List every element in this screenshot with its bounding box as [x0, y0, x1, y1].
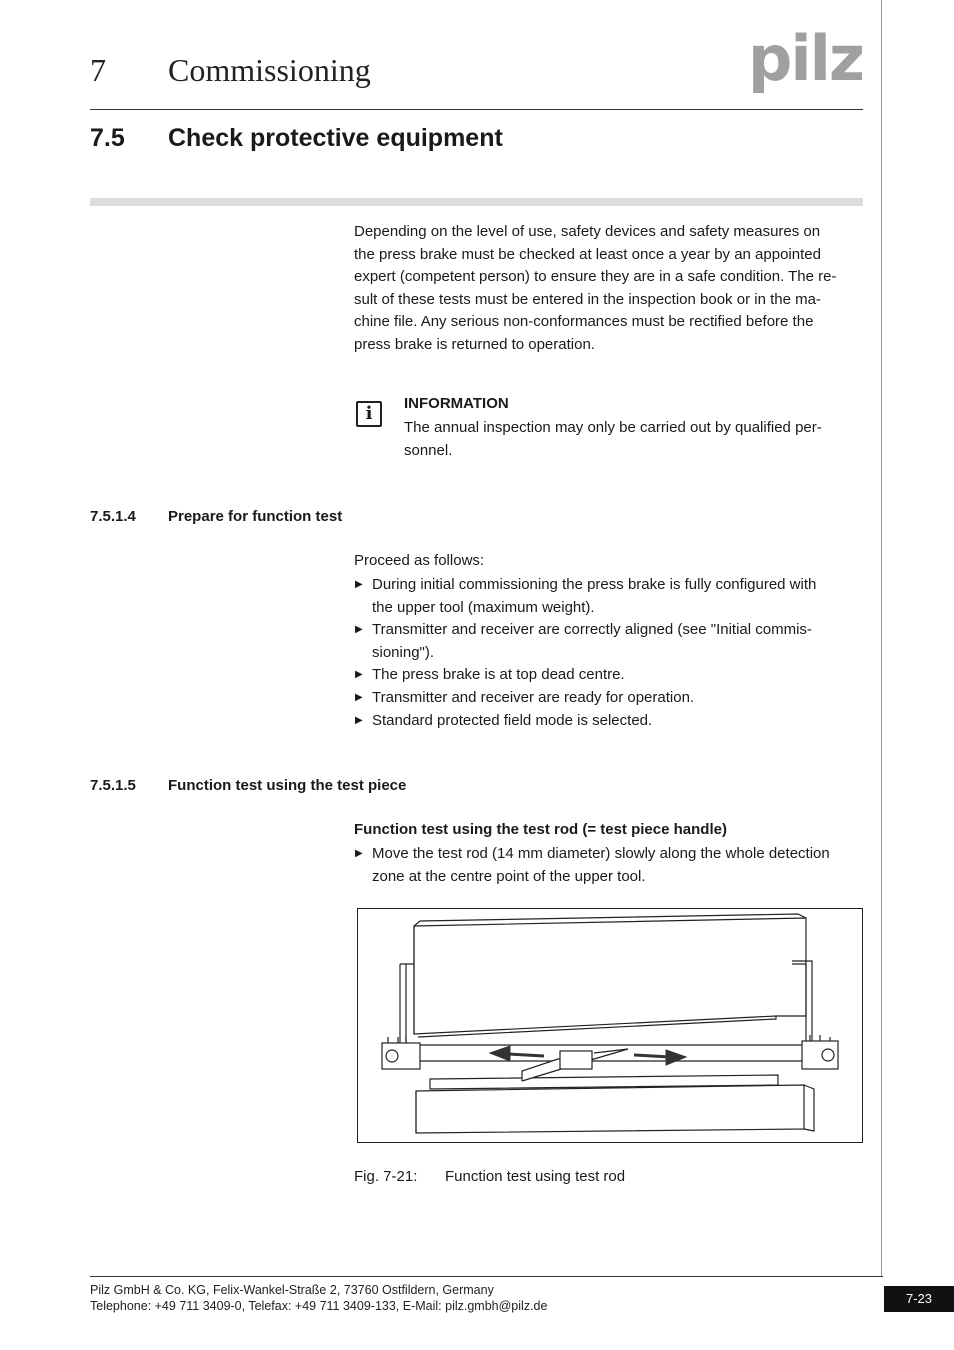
subsection-title: Function test using the test piece [168, 777, 407, 794]
test-rod-heading: Function test using the test rod (= test piece handle) [354, 821, 727, 838]
paragraph-line: press brake is returned to operation. [354, 335, 595, 353]
list-item-line: Move the test rod (14 mm diameter) slowly along the whole detection [372, 845, 830, 862]
list-item [354, 574, 866, 619]
list-item-line: During initial commissioning the press brake is fully configured with [372, 576, 817, 593]
information-line: sonnel. [404, 441, 453, 459]
list-item-line: The press brake is at top dead centre. [372, 666, 625, 684]
prepare-steps-list [354, 574, 866, 732]
bullet-arrow-icon: ▶ [355, 714, 363, 726]
press-brake-illustration [358, 909, 862, 1142]
paragraph-line: chine file. Any serious non-conformances must be rectified before the [354, 313, 814, 331]
bullet-arrow-icon: ▶ [355, 579, 363, 590]
test-steps-list [354, 843, 866, 888]
footer-divider [90, 1276, 883, 1277]
right-margin-line [881, 0, 882, 1276]
subsection-number: 7.5.1.5 [90, 777, 136, 794]
list-item-line: Transmitter and receiver are ready for operation. [372, 688, 695, 706]
bullet-arrow-icon: ▶ [355, 624, 363, 636]
receiver [802, 1041, 838, 1069]
arrow-left-icon [508, 1054, 544, 1056]
test-rod-handle [560, 1051, 592, 1069]
chapter-title: Commissioning [168, 52, 371, 88]
paragraph-line: expert (competent person) to ensure they are in a safe condition. The re- [354, 268, 837, 286]
section-number: 7.5 [90, 124, 125, 152]
bullet-arrow-icon: ▶ [355, 669, 363, 681]
intro-paragraph [354, 221, 866, 357]
bullet-arrow-icon: ▶ [355, 848, 363, 859]
information-title: INFORMATION [404, 395, 509, 412]
bullet-arrow-icon: ▶ [355, 691, 363, 703]
lower-bed [416, 1085, 804, 1133]
figure-caption: Function test using test rod [445, 1168, 626, 1185]
list-item-line: zone at the centre point of the upper tool. [372, 867, 646, 885]
transmitter [382, 1043, 420, 1069]
section-separator-bar [90, 198, 863, 206]
list-item-line: the upper tool (maximum weight). [372, 598, 595, 616]
paragraph-line: sult of these tests must be entered in the inspection book or in the ma- [354, 290, 821, 308]
section-title: Check protective equipment [168, 124, 503, 152]
arrow-right-icon [634, 1055, 670, 1057]
chapter-number: 7 [90, 52, 106, 88]
footer-address: Pilz GmbH & Co. KG, Felix-Wankel-Straße 2, 73760 Ostfildern, Germany [90, 1283, 494, 1297]
footer-contact: Telephone: +49 711 3409-0, Telefax: +49 711 3409-133, E-Mail: pilz.gmbh@pilz.de [90, 1299, 548, 1313]
information-line: The annual inspection may only be carried out by qualified per- [404, 419, 822, 436]
info-icon-glyph: i [365, 403, 373, 424]
information-text [404, 417, 864, 462]
page-number-badge: 7-23 [884, 1286, 954, 1312]
procedure-intro: Proceed as follows: [354, 552, 485, 569]
list-item [354, 664, 866, 687]
left-column [400, 964, 414, 1044]
press-brake-figure [357, 908, 863, 1143]
header-divider [90, 109, 863, 110]
list-item [354, 619, 866, 664]
paragraph-line: Depending on the level of use, safety devices and safety measures on [354, 223, 821, 240]
list-item [354, 710, 866, 733]
upper-beam [414, 918, 806, 1034]
list-item-line: Transmitter and receiver are correctly aligned (see "Initial commis- [372, 621, 812, 639]
subsection-title: Prepare for function test [168, 508, 343, 525]
info-icon [356, 401, 382, 427]
list-item-line: Standard protected field mode is selected. [372, 711, 653, 729]
list-item [354, 687, 866, 710]
subsection-number: 7.5.1.4 [90, 508, 136, 525]
list-item [354, 843, 866, 888]
paragraph-line: the press brake must be checked at least once a year by an appointed [354, 245, 821, 263]
list-item-line: sioning"). [372, 643, 435, 661]
figure-label: Fig. 7-21: [354, 1168, 418, 1185]
pilz-logo: pilz [748, 22, 863, 95]
